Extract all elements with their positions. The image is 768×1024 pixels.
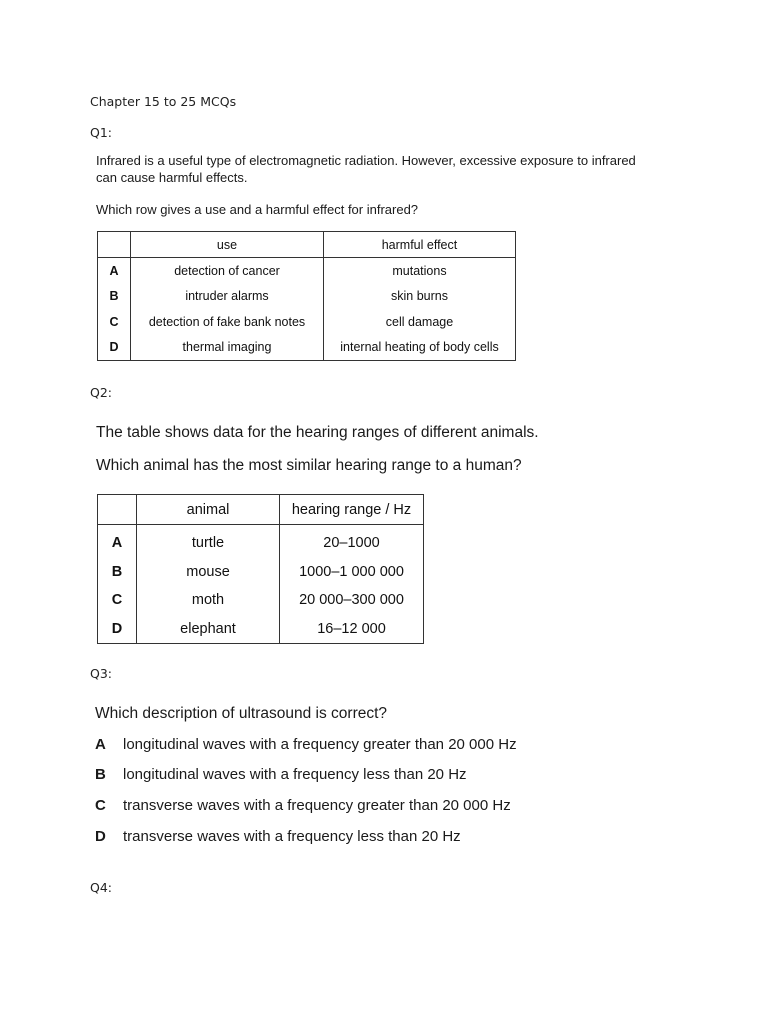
- row-letter: A: [98, 258, 131, 284]
- q1-table: [97, 231, 516, 361]
- option-text: transverse waves with a frequency less than 20 Hz: [123, 828, 461, 845]
- row-use: detection of fake bank notes: [131, 309, 324, 335]
- row-letter: C: [98, 586, 137, 615]
- row-animal: elephant: [137, 615, 280, 644]
- option-letter: C: [95, 797, 106, 814]
- row-animal: moth: [137, 586, 280, 615]
- q2-table-header: [98, 495, 424, 525]
- row-use: intruder alarms: [131, 284, 324, 310]
- row-effect: cell damage: [324, 309, 516, 335]
- row-animal: turtle: [137, 525, 280, 558]
- q3-question: Which description of ultrasound is correct?: [95, 705, 388, 722]
- q1-intro-line1: Infrared is a useful type of electromagnetic radiation. However, excessive exposure to infrared: [96, 153, 636, 168]
- table-row: [98, 558, 424, 587]
- q2-header-blank: [98, 495, 137, 525]
- q1-question: Which row gives a use and a harmful effect for infrared?: [96, 202, 419, 217]
- q2-header-animal: animal: [137, 495, 280, 525]
- q1-intro-line2: can cause harmful effects.: [96, 170, 248, 185]
- q3-label: Q3:: [90, 666, 113, 681]
- row-use: detection of cancer: [131, 258, 324, 284]
- q1-header-effect: harmful effect: [324, 232, 516, 258]
- q2-table: [97, 494, 424, 644]
- row-effect: skin burns: [324, 284, 516, 310]
- table-row: [98, 258, 516, 284]
- option-text: longitudinal waves with a frequency less than 20 Hz: [123, 766, 467, 783]
- row-effect: internal heating of body cells: [324, 335, 516, 361]
- option-letter: D: [95, 828, 106, 845]
- q1-label: Q1:: [90, 125, 113, 140]
- document-heading: Chapter 15 to 25 MCQs: [90, 94, 237, 109]
- row-letter: D: [98, 615, 137, 644]
- table-row: [98, 309, 516, 335]
- table-row: [98, 335, 516, 361]
- option-text: longitudinal waves with a frequency greater than 20 000 Hz: [123, 736, 517, 753]
- row-range: 20–1000: [280, 525, 424, 558]
- option-letter: B: [95, 766, 106, 783]
- q2-header-range: hearing range / Hz: [280, 495, 424, 525]
- table-row: [98, 586, 424, 615]
- q2-label: Q2:: [90, 385, 113, 400]
- q1-table-header: [98, 232, 516, 258]
- q3-option: [95, 766, 467, 783]
- q2-intro: The table shows data for the hearing ranges of different animals.: [96, 424, 539, 441]
- row-letter: D: [98, 335, 131, 361]
- q1-intro: [96, 152, 666, 186]
- table-row: [98, 525, 424, 558]
- row-range: 16–12 000: [280, 615, 424, 644]
- row-animal: mouse: [137, 558, 280, 587]
- row-letter: B: [98, 558, 137, 587]
- row-range: 1000–1 000 000: [280, 558, 424, 587]
- q1-header-use: use: [131, 232, 324, 258]
- table-row: [98, 284, 516, 310]
- q2-question: Which animal has the most similar hearing range to a human?: [96, 457, 522, 474]
- q3-option: [95, 736, 517, 753]
- row-letter: A: [98, 525, 137, 558]
- row-range: 20 000–300 000: [280, 586, 424, 615]
- option-letter: A: [95, 736, 106, 753]
- q4-label: Q4:: [90, 880, 113, 895]
- q3-option: [95, 828, 461, 845]
- row-letter: B: [98, 284, 131, 310]
- table-row: [98, 615, 424, 644]
- option-text: transverse waves with a frequency greater than 20 000 Hz: [123, 797, 511, 814]
- row-use: thermal imaging: [131, 335, 324, 361]
- row-letter: C: [98, 309, 131, 335]
- row-effect: mutations: [324, 258, 516, 284]
- q3-option: [95, 797, 511, 814]
- q1-header-blank: [98, 232, 131, 258]
